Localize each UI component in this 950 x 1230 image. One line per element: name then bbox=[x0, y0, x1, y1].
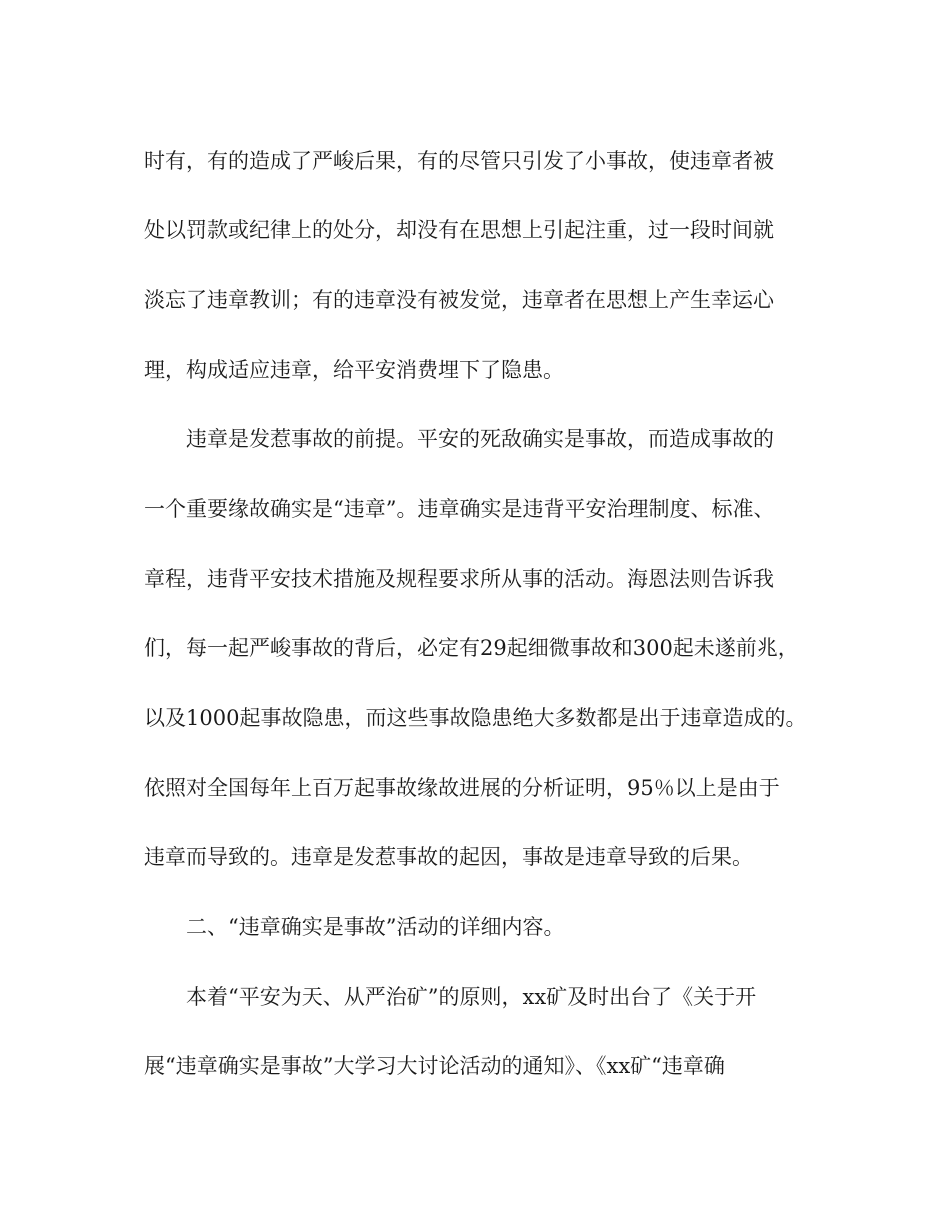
paragraph-first-line: 本着“平安为天、从严治矿”的原则，xx矿及时出台了《关于开 bbox=[186, 985, 757, 1009]
text-line: 时有，有的造成了严峻后果，有的尽管只引发了小事故，使违章者被 bbox=[144, 149, 774, 173]
text-line: 依照对全国每年上百万起事故缘故进展的分析证明，95％以上是由于 bbox=[144, 776, 780, 800]
text-line: 违章而导致的。违章是发惹事故的起因，事故是违章导致的后果。 bbox=[144, 845, 753, 869]
text-line: 展“违章确实是事故”大学习大讨论活动的通知》、《xx矿“违章确 bbox=[144, 1054, 725, 1078]
text-line: 处以罚款或纪律上的处分，却没有在思想上引起注重，过一段时间就 bbox=[144, 218, 774, 242]
text-line: 们，每一起严峻事故的背后，必定有29起细微事故和300起未遂前兆， bbox=[144, 636, 799, 660]
section-heading: 二、“违章确实是事故”活动的详细内容。 bbox=[186, 915, 565, 939]
text-line: 淡忘了违章教训；有的违章没有被发觉，违章者在思想上产生幸运心 bbox=[144, 288, 774, 312]
text-line: 一个重要缘故确实是“违章”。违章确实是违背平安治理制度、标准、 bbox=[144, 497, 775, 521]
paragraph-first-line: 违章是发惹事故的前提。平安的死敌确实是事故，而造成事故的 bbox=[186, 427, 774, 451]
text-line: 章程，违背平安技术措施及规程要求所从事的活动。海恩法则告诉我 bbox=[144, 567, 774, 591]
text-line: 以及1000起事故隐患，而这些事故隐患绝大多数都是出于违章造成的。 bbox=[144, 706, 807, 730]
text-line: 理，构成适应违章，给平安消费埋下了隐患。 bbox=[144, 358, 564, 382]
